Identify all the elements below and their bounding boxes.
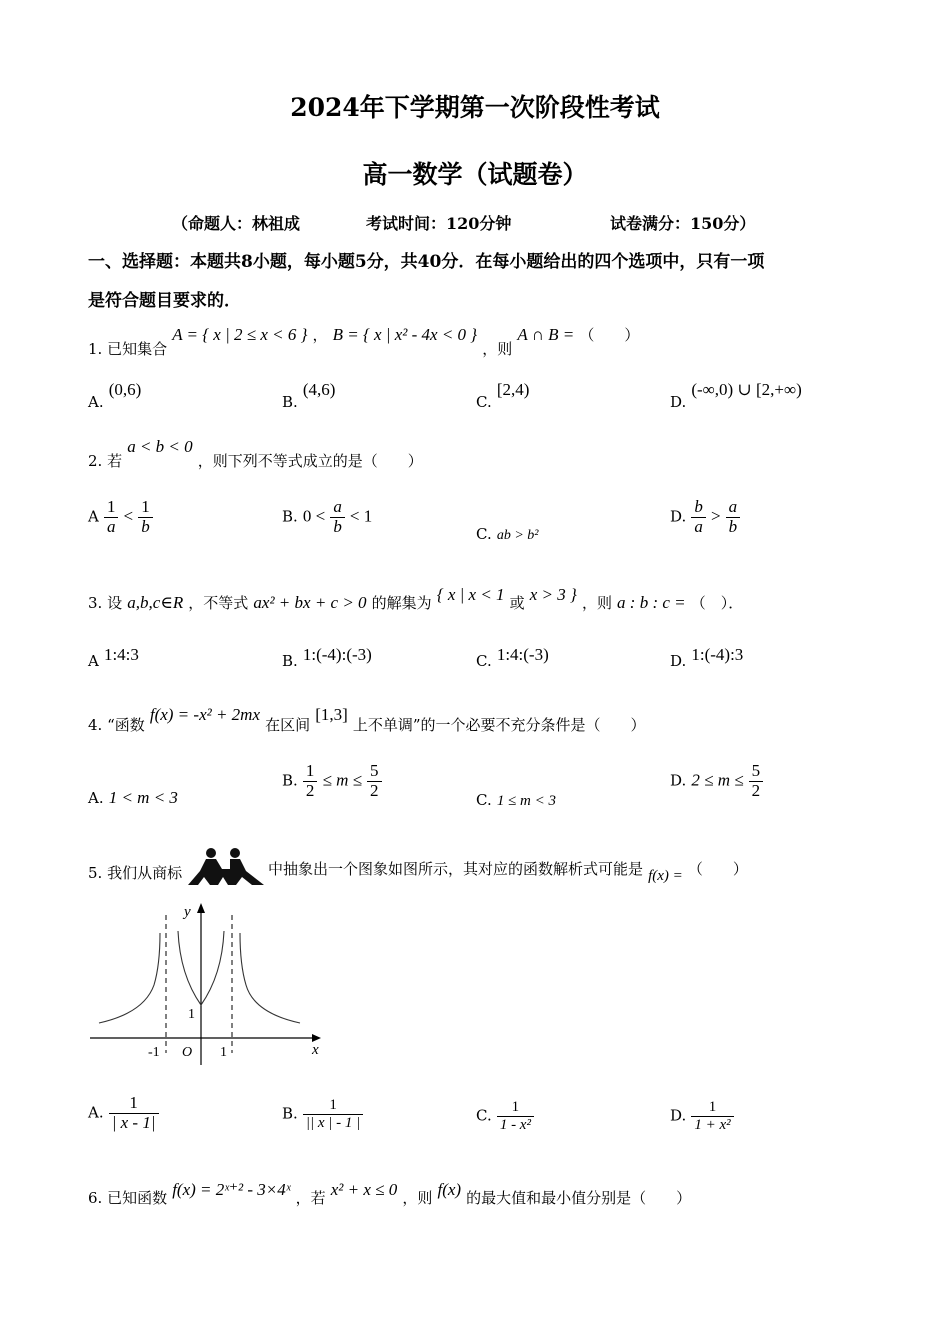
option-value: (-∞,0) ∪ [2,+∞) [691,380,802,399]
meta-author: （命题人：林祖成 [172,214,301,233]
q1-option-d[interactable] [670,380,802,411]
option-label: C. [476,1106,492,1125]
q6-fx: f(x) [437,1180,462,1199]
option-label: D. [670,652,687,670]
option-value: ab > b² [496,528,539,543]
q1-intro: 1. 已知集合 [88,340,168,358]
q4-text-c: 上不单调”的一个必要不充分条件是（ ） [352,716,646,734]
q6-text-c: ，则 [402,1189,433,1207]
q3-set2: x > 3 } [529,585,577,604]
option-label: D. [670,1106,687,1125]
option-value: 1 < m < 3 [108,788,178,807]
graph-tick-pos1: 1 [220,1045,227,1060]
option-label: B. [282,652,298,670]
q4-interval: [1,3] [315,705,348,724]
q3-option-b[interactable] [282,645,372,670]
graph-origin: O [182,1045,193,1060]
q6-condition: x² + x ≤ 0 [330,1180,398,1199]
option-label: D. [670,507,687,526]
option-denominator: 1 - x² [497,1116,534,1134]
q3-option-c[interactable] [476,645,549,670]
q4-option-a[interactable] [88,788,178,808]
q1-paren: （ ） [579,326,640,344]
question-4 [88,705,646,735]
q3-text-b: ，不等式 [188,594,249,612]
q4-option-b[interactable]: B. $\frac{1}{2}$ ≤ m ≤ $\frac{5}{2}$ [282,762,382,800]
q2-intro: 2. 若 [88,452,123,470]
q4-option-c[interactable] [476,790,556,810]
graph-x-label: x [312,1042,319,1058]
option-value: 1:(-4):(-3) [302,645,372,664]
option-value: 1:(-4):3 [691,645,744,664]
section-heading-line2: 是符合题目要求的． [88,291,241,311]
q3-option-d[interactable] [670,645,743,670]
q5-option-a[interactable] [88,1094,159,1132]
kappa-logo-icon [186,847,266,887]
q1-then: ，则 [482,340,513,358]
q1-set-a: A = { x | 2 ≤ x < 6 } [172,325,308,344]
q2-option-d[interactable]: D. $\frac{b}{a}$ > $\frac{a}{b}$ [670,498,740,536]
q4-function: f(x) = -x² + 2mx [149,705,261,724]
function-graph [84,895,334,1075]
q4-intro: 4. “函数 [88,716,145,734]
option-label: C. [476,393,492,411]
option-label: A. [88,393,104,411]
section-heading-line1: 一、选择题：本题共8小题，每小题5分，共40分．在每小题给出的四个选项中，只有一项 [88,252,765,272]
meta-time: 考试时间：120分钟 [366,214,512,233]
q5-paren: （ ） [687,860,748,878]
option-value: 1 ≤ m < 3 [496,793,556,809]
option-label: A. [88,1103,104,1122]
option-label: A [88,652,99,670]
option-label: D. [670,771,687,790]
option-numerator: 1 [329,1097,337,1113]
option-label: B. [282,771,298,790]
option-denominator: 1 + x² [691,1116,733,1134]
q3-set: { x | x < 1 [436,585,505,604]
q3-or: 或 [509,594,525,612]
meta-score: 试卷满分：150分） [610,214,756,233]
option-numerator: 1 [129,1093,138,1112]
question-3 [88,585,743,613]
option-value: [2,4) [496,380,530,399]
q5-intro: 5. 我们从商标 [88,864,183,882]
q4-option-d[interactable]: D. 2 ≤ m ≤ $\frac{5}{2}$ [670,762,763,800]
q1-option-c[interactable] [476,380,529,411]
q6-text-d: 的最大值和最小值分别是（ ） [466,1189,692,1207]
q2-option-b[interactable]: B. 0 < $\frac{a}{b}$ < 1 [282,497,373,536]
option-value: 1:4:(-3) [496,645,549,664]
question-1 [88,324,639,359]
option-label: B. [282,507,298,526]
q1-expr: A ∩ B = [517,325,575,344]
q1-comma: ， [312,326,328,344]
q4-text-b: 在区间 [265,716,311,734]
option-label: A. [88,789,104,807]
q1-option-b[interactable] [282,380,335,411]
option-label: B. [282,1104,298,1123]
option-label: B. [282,393,298,411]
q1-set-b: B = { x | x² - 4x < 0 } [332,325,478,344]
q5-expr: f(x) = [648,868,683,884]
q2-condition: a < b < 0 [127,437,193,456]
graph-tick-1: 1 [188,1007,195,1022]
q6-function: f(x) = 2ˣ⁺² - 3×4ˣ [172,1180,291,1199]
q5-option-d[interactable] [670,1099,734,1133]
option-label: C. [476,525,492,543]
option-label: D. [670,393,687,411]
graph-y-label: y [184,904,191,920]
option-label: C. [476,791,492,809]
q3-ratio: a : b : c = [617,593,686,612]
option-value: 1:4:3 [103,645,139,664]
question-5 [268,858,748,885]
q2-text: ，则下列不等式成立的是（ ） [197,452,423,470]
option-label: C. [476,652,492,670]
q2-option-a[interactable]: A $\frac{1}{a}$ < $\frac{1}{b}$ [88,498,153,536]
q3-text-d: ，则 [581,594,612,612]
q5-text: 中抽象出一个图象如图所示，其对应的函数解析式可能是 [268,860,644,878]
exam-title: 2024年下学期第一次阶段性考试 [290,93,660,122]
q6-intro: 6. 已知函数 [88,1189,168,1207]
q3-intro: 3. 设 [88,594,123,612]
option-numerator: 1 [511,1099,520,1115]
q5-option-b[interactable] [282,1097,363,1131]
option-denominator: || x | - 1 | [303,1114,363,1132]
option-value: (4,6) [302,380,336,399]
question-6 [88,1180,691,1208]
q3-inequality: ax² + bx + c > 0 [253,593,367,612]
option-denominator: | x - 1| [109,1113,159,1133]
q3-paren: （ ）． [690,594,744,612]
q3-vars: a,b,c∈R [127,593,184,612]
option-value: (0,6) [108,380,142,399]
q1-option-a[interactable] [88,380,141,411]
q2-option-c[interactable] [476,524,538,544]
q5-option-c[interactable] [476,1099,534,1133]
option-numerator: 1 [708,1099,717,1115]
option-label: A [88,507,99,526]
question-2 [88,437,423,471]
graph-tick-neg1: -1 [148,1045,160,1060]
exam-subtitle: 高一数学（试题卷） [362,160,588,189]
q3-text-c: 的解集为 [371,594,432,612]
q3-option-a[interactable] [88,645,139,670]
q6-text-b: ，若 [295,1189,326,1207]
